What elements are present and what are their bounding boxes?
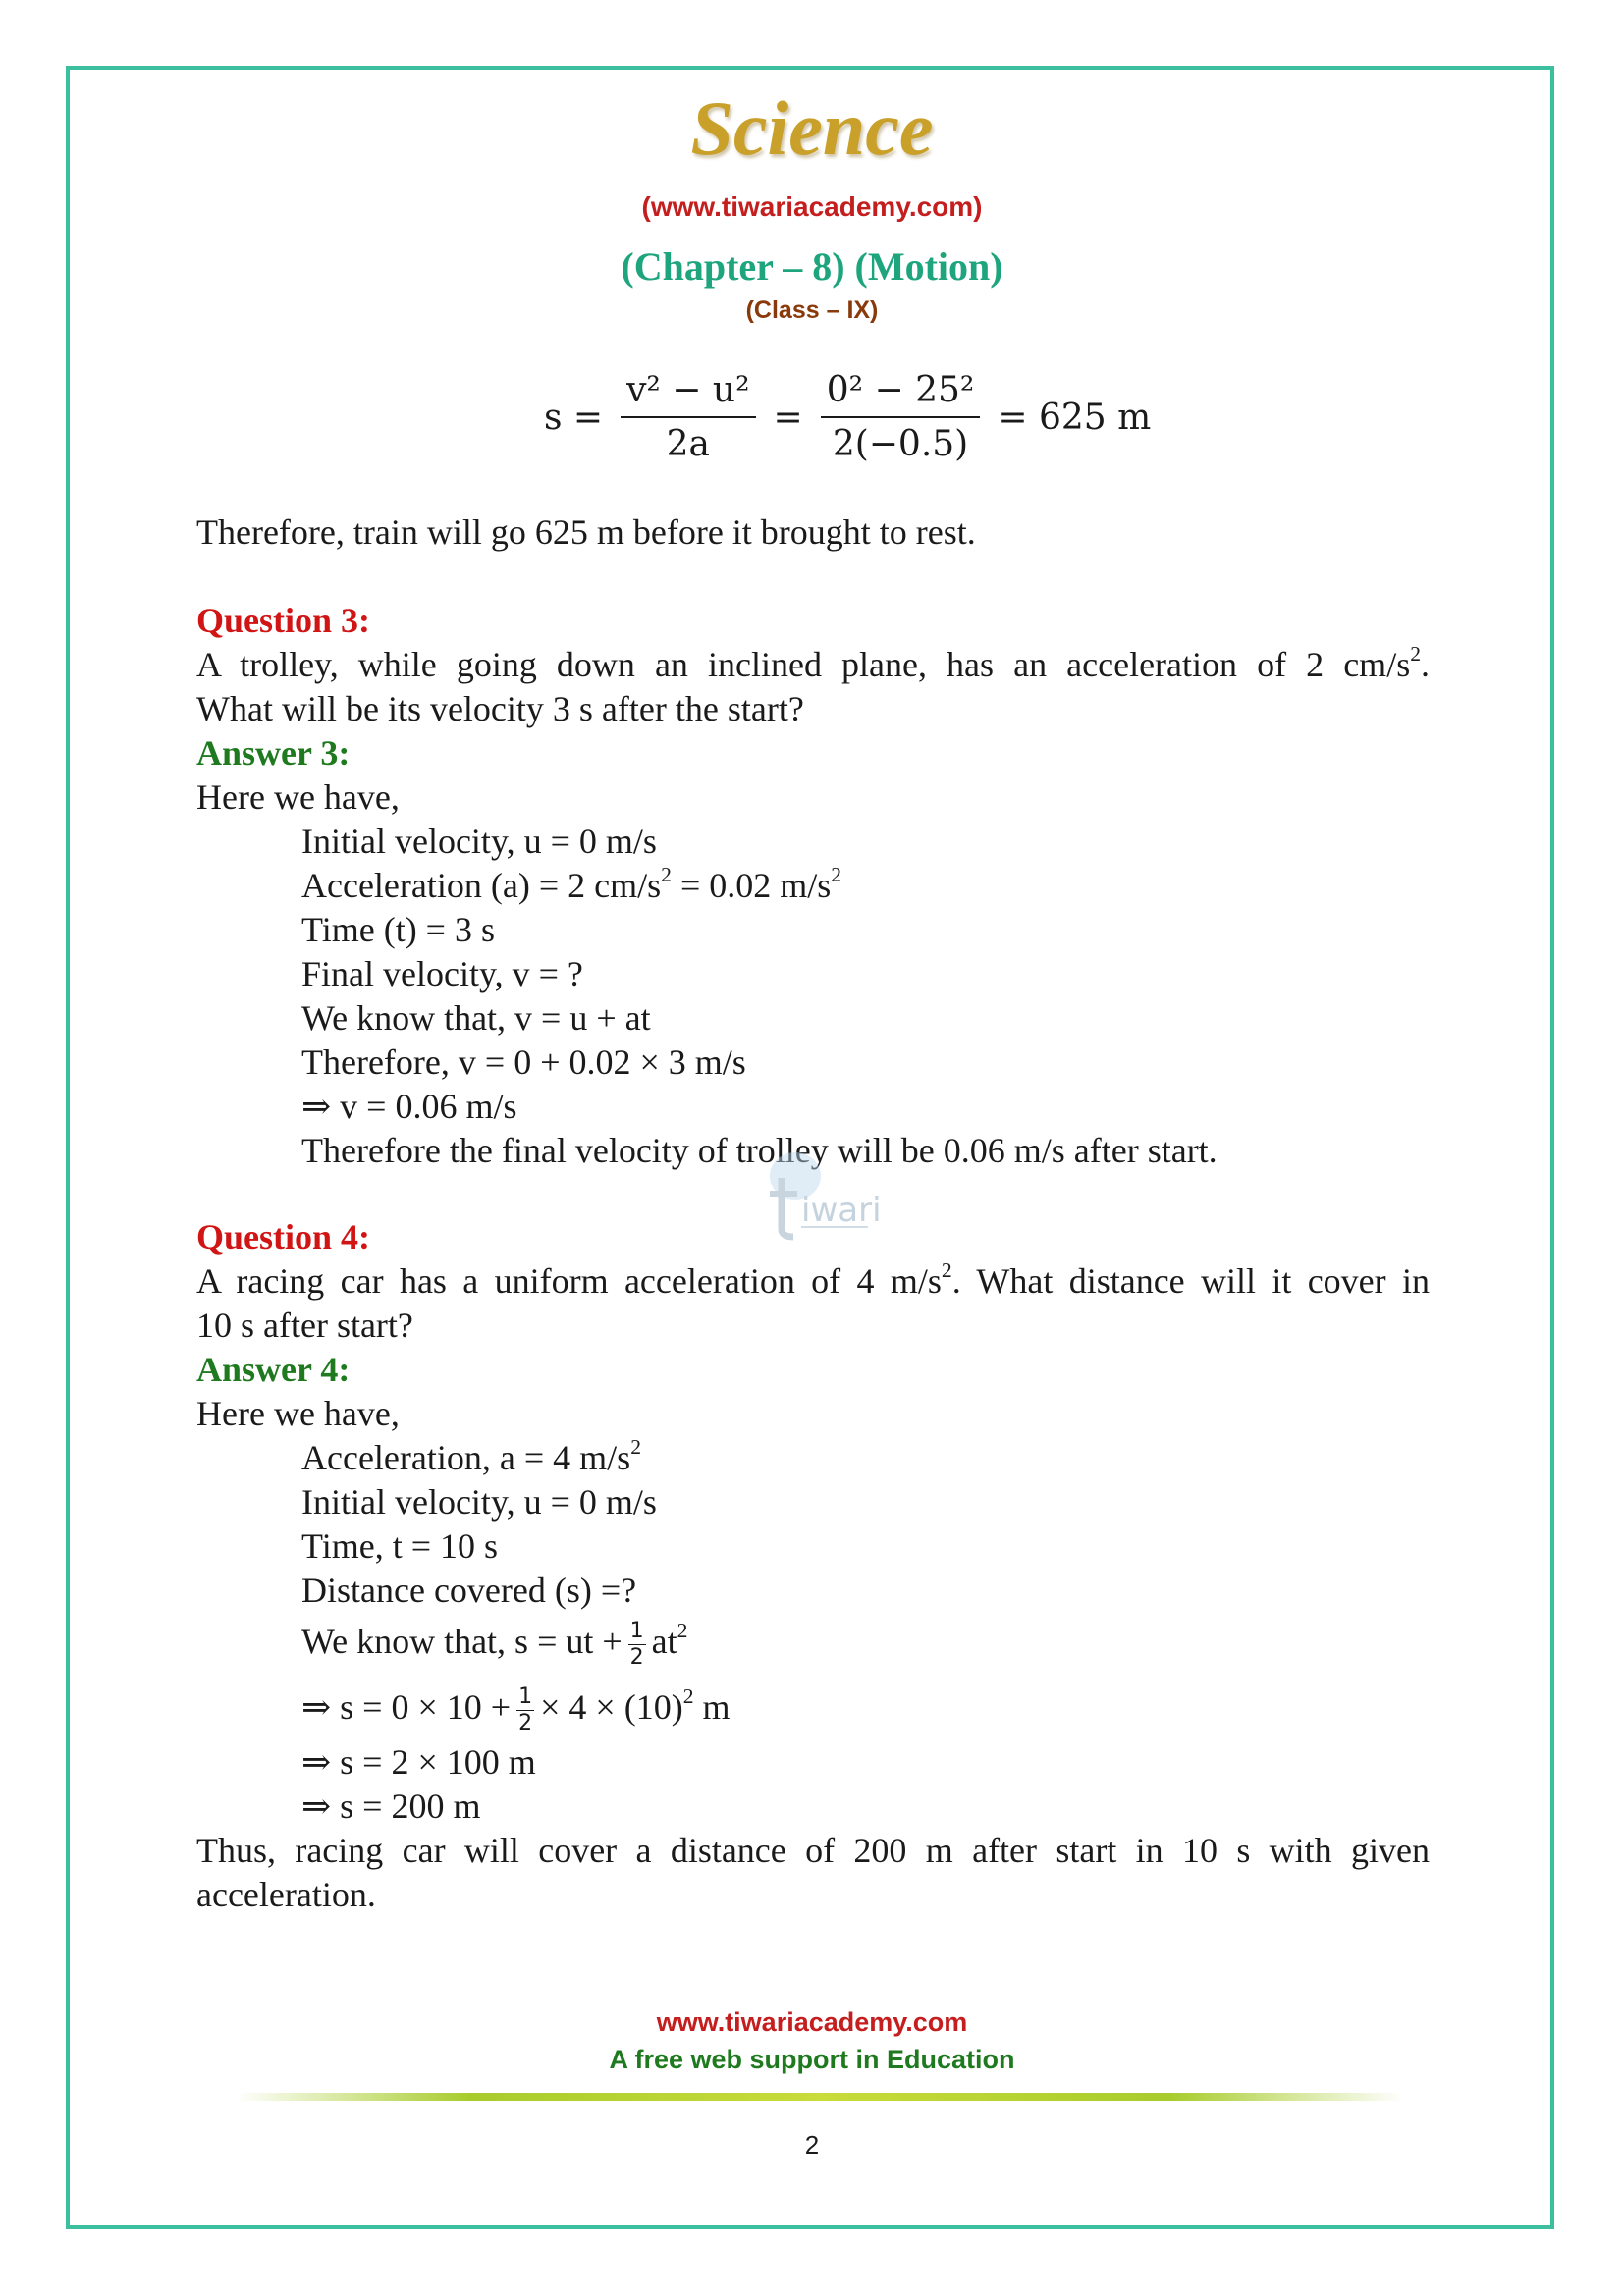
page-title: Science (690, 85, 934, 171)
answer-3-intro: Here we have, (196, 777, 400, 817)
text: . (1421, 645, 1430, 684)
fraction-denominator: 2 (629, 1645, 644, 1671)
answer-3-result: ⇒ v = 0.06 m/s (301, 1087, 517, 1126)
fraction-numerator: 1 (629, 1619, 644, 1644)
previous-conclusion: Therefore, train will go 625 m before it brought to rest. (196, 512, 976, 552)
header-website: (www.tiwariacademy.com) (641, 191, 983, 222)
answer-4-formula (301, 1620, 687, 1669)
distance-equation (540, 363, 1155, 471)
text: m (693, 1687, 731, 1727)
watermark-text: iwari (801, 1191, 882, 1230)
text: Acceleration, a = 4 m/s (301, 1438, 631, 1477)
question-4-text-line-1 (196, 1259, 1430, 1303)
fraction-denominator: 2a (666, 424, 710, 464)
question-3-text-line-1 (196, 643, 1430, 686)
question-4-heading: Question 4: (196, 1217, 371, 1256)
answer-4-conclusion-line-2: acceleration. (196, 1875, 376, 1914)
text: at (651, 1622, 677, 1661)
answer-4-distance: Distance covered (s) =? (301, 1571, 637, 1610)
superscript: 2 (677, 1618, 688, 1642)
equation-result: = 625 m (998, 397, 1152, 438)
equation-fraction-1 (621, 370, 755, 465)
superscript: 2 (630, 1434, 641, 1459)
chapter-heading: (Chapter – 8) (Motion) (621, 244, 1003, 289)
fraction-numerator: v² − u² (621, 370, 755, 418)
equals-sign: = (773, 397, 803, 438)
equation-fraction-2 (821, 370, 981, 465)
answer-3-final-velocity: Final velocity, v = ? (301, 954, 583, 993)
answer-3-initial-velocity: Initial velocity, u = 0 m/s (301, 822, 657, 861)
footer-divider (236, 2093, 1404, 2101)
equation-lhs: s = (544, 397, 604, 438)
text: . What distance will it cover in (951, 1261, 1431, 1301)
answer-4-intro: Here we have, (196, 1394, 400, 1433)
superscript: 2 (831, 862, 842, 886)
fraction-numerator: 1 (518, 1684, 533, 1710)
answer-3-substitution: Therefore, v = 0 + 0.02 × 3 m/s (301, 1042, 746, 1082)
tiwari-watermark-logo (754, 1139, 882, 1247)
answer-4-acceleration (301, 1436, 641, 1479)
superscript: 2 (682, 1683, 694, 1708)
question-4-text-line-2: 10 s after start? (196, 1306, 413, 1345)
fraction-numerator: 0² − 25² (821, 370, 981, 418)
superscript: 2 (1410, 641, 1421, 666)
page-number: 2 (804, 2130, 820, 2160)
answer-4-heading: Answer 4: (196, 1350, 351, 1389)
answer-3-time: Time (t) = 3 s (301, 910, 495, 949)
superscript: 2 (941, 1257, 952, 1282)
answer-3-formula: We know that, v = u + at (301, 998, 651, 1038)
text: = 0.02 m/s (671, 866, 832, 905)
text: Acceleration (a) = 2 cm/s (301, 866, 662, 905)
one-half-fraction (516, 1686, 534, 1735)
answer-3-conclusion: Therefore the final velocity of trolley will be 0.06 m/s after start. (301, 1131, 1218, 1170)
answer-4-initial-velocity: Initial velocity, u = 0 m/s (301, 1482, 657, 1522)
fraction-denominator: 2(−0.5) (832, 424, 969, 464)
class-label: (Class – IX) (745, 296, 879, 324)
answer-3-heading: Answer 3: (196, 733, 351, 773)
text: A trolley, while going down an inclined plane, has an acceleration of 2 cm/s (196, 645, 1411, 684)
text: × 4 × (10) (540, 1687, 683, 1727)
answer-3-acceleration (301, 864, 841, 907)
text: We know that, s = ut + (301, 1622, 623, 1661)
answer-4-time: Time, t = 10 s (301, 1526, 499, 1566)
one-half-fraction (628, 1621, 646, 1669)
answer-4-substitution (301, 1685, 731, 1735)
footer-tagline: A free web support in Education (609, 2045, 1015, 2074)
answer-4-conclusion-line-1: Thus, racing car will cover a distance of 200 m after start in 10 s with given (196, 1831, 1430, 1870)
answer-4-result: ⇒ s = 200 m (301, 1787, 481, 1826)
question-3-heading: Question 3: (196, 601, 371, 640)
footer-website-link[interactable]: www.tiwariacademy.com (656, 2007, 968, 2037)
fraction-denominator: 2 (518, 1711, 533, 1736)
answer-4-step: ⇒ s = 2 × 100 m (301, 1742, 536, 1782)
text: A racing car has a uniform acceleration of 4 m/s (196, 1261, 942, 1301)
text: ⇒ s = 0 × 10 + (301, 1687, 512, 1727)
superscript: 2 (661, 862, 672, 886)
question-3-text-line-2: What will be its velocity 3 s after the start? (196, 689, 804, 728)
